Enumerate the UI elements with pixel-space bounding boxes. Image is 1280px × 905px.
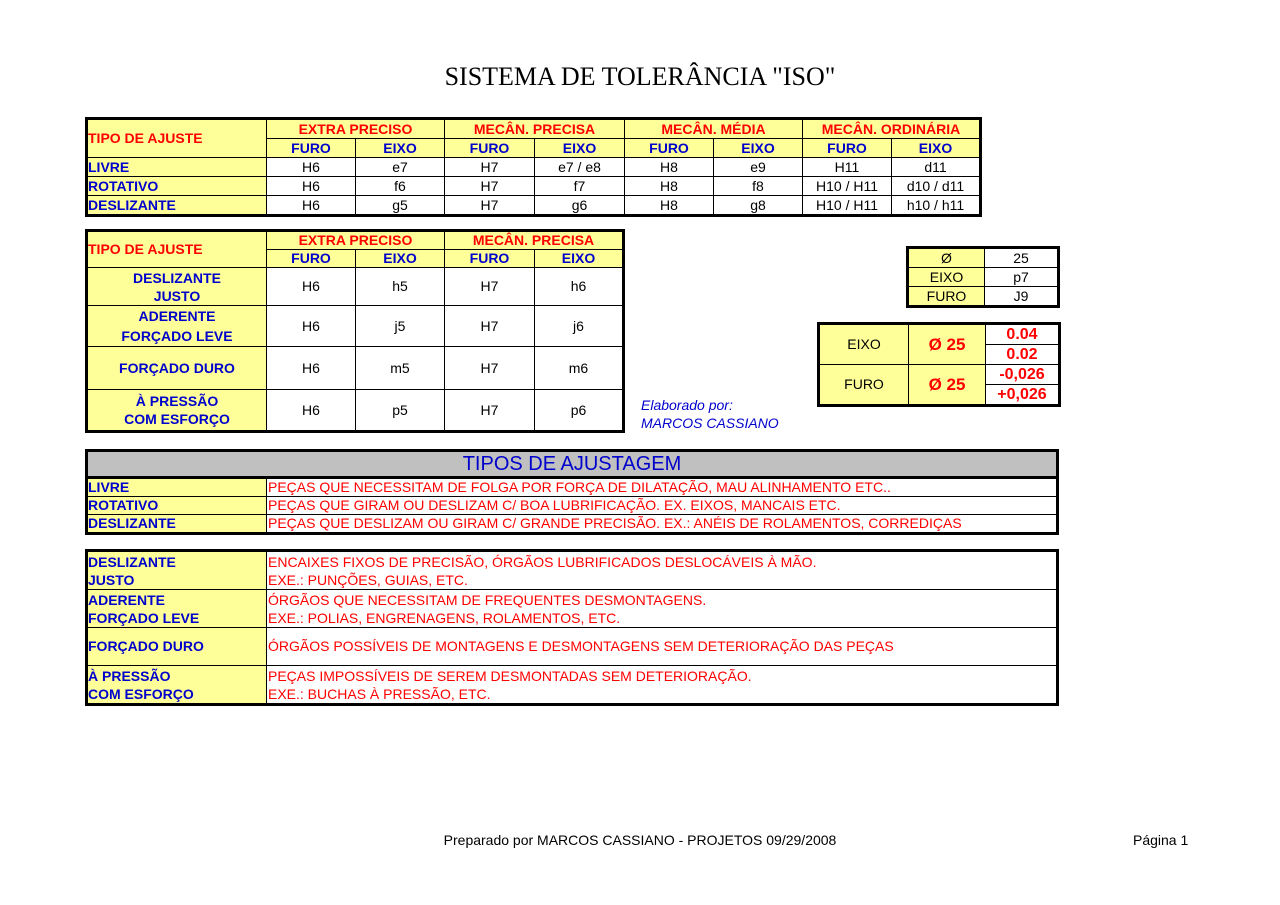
- input-value: p7: [985, 268, 1059, 287]
- table-cell: H7: [445, 158, 535, 177]
- row-label: LIVRE: [87, 478, 267, 497]
- table-cell: H11: [803, 158, 892, 177]
- eixo-diameter: Ø 25: [909, 324, 986, 365]
- eixo-upper-deviation: 0.04: [986, 324, 1060, 345]
- table-cell: H7: [445, 196, 535, 216]
- author-credit: [641, 396, 779, 432]
- description-line: ÓRGÃOS QUE NECESSITAM DE FREQUENTES DESMONTAGENS.: [268, 591, 707, 608]
- furo-diameter: Ø 25: [909, 365, 986, 406]
- table-cell: p5: [356, 390, 445, 432]
- row-label-line: À PRESSÃO: [135, 393, 219, 409]
- sub-header: FURO: [267, 139, 356, 158]
- group-header: MECÂN. PRECISA: [445, 231, 624, 250]
- table-row: [87, 628, 1058, 666]
- table-cell: g8: [714, 196, 803, 216]
- table-row: [87, 158, 981, 177]
- table-cell: g6: [535, 196, 625, 216]
- group-header: MECÂN. MÉDIA: [625, 119, 803, 139]
- row-label-line: COM ESFORÇO: [88, 685, 194, 702]
- table-cell: H10 / H11: [803, 177, 892, 196]
- row-description: ÓRGÃOS POSSÍVEIS DE MONTAGENS E DESMONTAGENS SEM DETERIORAÇÃO DAS PEÇAS: [267, 628, 1058, 666]
- row-label: [87, 551, 267, 590]
- table-cell: h6: [535, 268, 624, 306]
- table-cell: j5: [356, 306, 445, 347]
- sub-header: EIXO: [535, 250, 624, 268]
- example-input-table: [906, 246, 1060, 308]
- row-label-line: DESLIZANTE: [133, 269, 221, 286]
- furo-lower-deviation: +0,026: [986, 385, 1060, 406]
- row-label-line: COM ESFORÇO: [124, 411, 230, 427]
- sub-header: FURO: [625, 139, 714, 158]
- table-cell: H8: [625, 177, 714, 196]
- table-cell: H8: [625, 158, 714, 177]
- table-cell: H7: [445, 268, 535, 306]
- row-label: DESLIZANTE: [87, 196, 267, 216]
- table-cell: d11: [892, 158, 981, 177]
- group-header: EXTRA PRECISO: [267, 231, 445, 250]
- row-label-line: DESLIZANTE: [88, 553, 176, 570]
- row-label: FORÇADO DURO: [87, 628, 267, 666]
- table-row: [87, 515, 1058, 534]
- row-description: [267, 551, 1058, 590]
- fit-types-table: [85, 449, 1059, 535]
- input-label: Ø: [908, 248, 985, 268]
- table-cell: H6: [267, 196, 356, 216]
- sub-header: EIXO: [892, 139, 981, 158]
- table-cell: H7: [445, 347, 535, 390]
- row-label: [87, 268, 267, 306]
- row-label-line: ADERENTE: [88, 591, 166, 608]
- description-line: PEÇAS IMPOSSÍVEIS DE SEREM DESMONTADAS SEM DETERIORAÇÃO.: [268, 667, 752, 684]
- table-row: [87, 347, 624, 390]
- table-row: [87, 196, 981, 216]
- table-row: [87, 551, 1058, 590]
- corner-label: TIPO DE AJUSTE: [87, 231, 267, 268]
- table-cell: H10 / H11: [803, 196, 892, 216]
- row-label: DESLIZANTE: [87, 515, 267, 534]
- description-line: ENCAIXES FIXOS DE PRECISÃO, ÓRGÃOS LUBRIFICADOS DESLOCÁVEIS À MÃO.: [268, 553, 817, 570]
- row-label-line: FORÇADO LEVE: [121, 328, 233, 344]
- table-cell: h5: [356, 268, 445, 306]
- input-label: FURO: [908, 287, 985, 307]
- table-cell: m5: [356, 347, 445, 390]
- description-line: EXE.: POLIAS, ENGRENAGENS, ROLAMENTOS, ETC.: [268, 609, 621, 626]
- table-row: [87, 390, 624, 432]
- row-label: ROTATIVO: [87, 177, 267, 196]
- row-label-line: FORÇADO LEVE: [88, 609, 200, 626]
- tolerance-table-main: [85, 117, 982, 217]
- deviation-result-table: [817, 322, 1061, 407]
- table-cell: f7: [535, 177, 625, 196]
- table-cell: f6: [356, 177, 445, 196]
- table-row: [87, 478, 1058, 497]
- row-label-line: ADERENTE: [138, 308, 216, 324]
- table-cell: g5: [356, 196, 445, 216]
- table-cell: H6: [267, 158, 356, 177]
- table-cell: H6: [267, 177, 356, 196]
- table-row: [87, 268, 624, 306]
- tolerance-table-fixed: [85, 229, 625, 433]
- sub-header: EIXO: [714, 139, 803, 158]
- table-row: [87, 590, 1058, 628]
- table-cell: h10 / h11: [892, 196, 981, 216]
- table-cell: H7: [445, 390, 535, 432]
- corner-label: TIPO DE AJUSTE: [87, 119, 267, 158]
- row-label: [87, 590, 267, 628]
- table-cell: H7: [445, 306, 535, 347]
- group-header: MECÂN. PRECISA: [445, 119, 625, 139]
- table-cell: e9: [714, 158, 803, 177]
- description-line: EXE.: BUCHAS À PRESSÃO, ETC.: [268, 685, 491, 702]
- table-row: [87, 497, 1058, 515]
- table-cell: j6: [535, 306, 624, 347]
- group-header: EXTRA PRECISO: [267, 119, 445, 139]
- table-cell: d10 / d11: [892, 177, 981, 196]
- table-cell: H8: [625, 196, 714, 216]
- table-row: [87, 177, 981, 196]
- row-label: [87, 390, 267, 432]
- table-cell: e7 / e8: [535, 158, 625, 177]
- page-number: Página 1: [1133, 832, 1189, 848]
- table-cell: H7: [445, 177, 535, 196]
- table-row: [87, 306, 624, 347]
- fixed-fit-descriptions-table: [85, 549, 1059, 706]
- table-cell: m6: [535, 347, 624, 390]
- row-description: PEÇAS QUE DESLIZAM OU GIRAM C/ GRANDE PRECISÃO. EX.: ANÉIS DE ROLAMENTOS, CORREDIÇAS: [267, 515, 1058, 534]
- row-description: PEÇAS QUE GIRAM OU DESLIZAM C/ BOA LUBRIFICAÇÃO. EX. EIXOS, MANCAIS ETC.: [267, 497, 1058, 515]
- group-header: MECÂN. ORDINÁRIA: [803, 119, 981, 139]
- row-label: [87, 306, 267, 347]
- row-description: [267, 590, 1058, 628]
- furo-label: FURO: [819, 365, 909, 406]
- sub-header: EIXO: [356, 250, 445, 268]
- row-description: PEÇAS QUE NECESSITAM DE FOLGA POR FORÇA DE DILATAÇÃO, MAU ALINHAMENTO ETC..: [267, 478, 1058, 497]
- sub-header: FURO: [803, 139, 892, 158]
- table-cell: H6: [267, 390, 356, 432]
- section-heading: TIPOS DE AJUSTAGEM: [87, 451, 1058, 478]
- page-footer: Preparado por MARCOS CASSIANO - PROJETOS 09/29/2008: [443, 832, 837, 848]
- furo-upper-deviation: -0,026: [986, 365, 1060, 385]
- input-value: 25: [985, 248, 1059, 268]
- table-cell: H6: [267, 268, 356, 306]
- sub-header: FURO: [267, 250, 356, 268]
- sub-header: FURO: [445, 250, 535, 268]
- table-cell: H6: [267, 347, 356, 390]
- eixo-lower-deviation: 0.02: [986, 345, 1060, 365]
- row-label-line: JUSTO: [88, 571, 135, 588]
- row-label: LIVRE: [87, 158, 267, 177]
- row-label: ROTATIVO: [87, 497, 267, 515]
- table-cell: H6: [267, 306, 356, 347]
- eixo-label: EIXO: [819, 324, 909, 365]
- sub-header: FURO: [445, 139, 535, 158]
- row-label: [87, 666, 267, 705]
- row-label-line: À PRESSÃO: [88, 667, 171, 684]
- row-description: [267, 666, 1058, 705]
- table-cell: e7: [356, 158, 445, 177]
- credit-author: MARCOS CASSIANO: [641, 415, 779, 431]
- table-cell: f8: [714, 177, 803, 196]
- table-row: [87, 666, 1058, 705]
- row-label: FORÇADO DURO: [87, 347, 267, 390]
- credit-line: Elaborado por:: [641, 397, 733, 413]
- description-line: EXE.: PUNÇÕES, GUIAS, ETC.: [268, 571, 468, 588]
- row-label-line: JUSTO: [153, 287, 201, 304]
- input-label: EIXO: [908, 268, 985, 287]
- sub-header: EIXO: [535, 139, 625, 158]
- sub-header: EIXO: [356, 139, 445, 158]
- input-value: J9: [985, 287, 1059, 307]
- page-title: SISTEMA DE TOLERÂNCIA "ISO": [444, 62, 836, 91]
- table-cell: p6: [535, 390, 624, 432]
